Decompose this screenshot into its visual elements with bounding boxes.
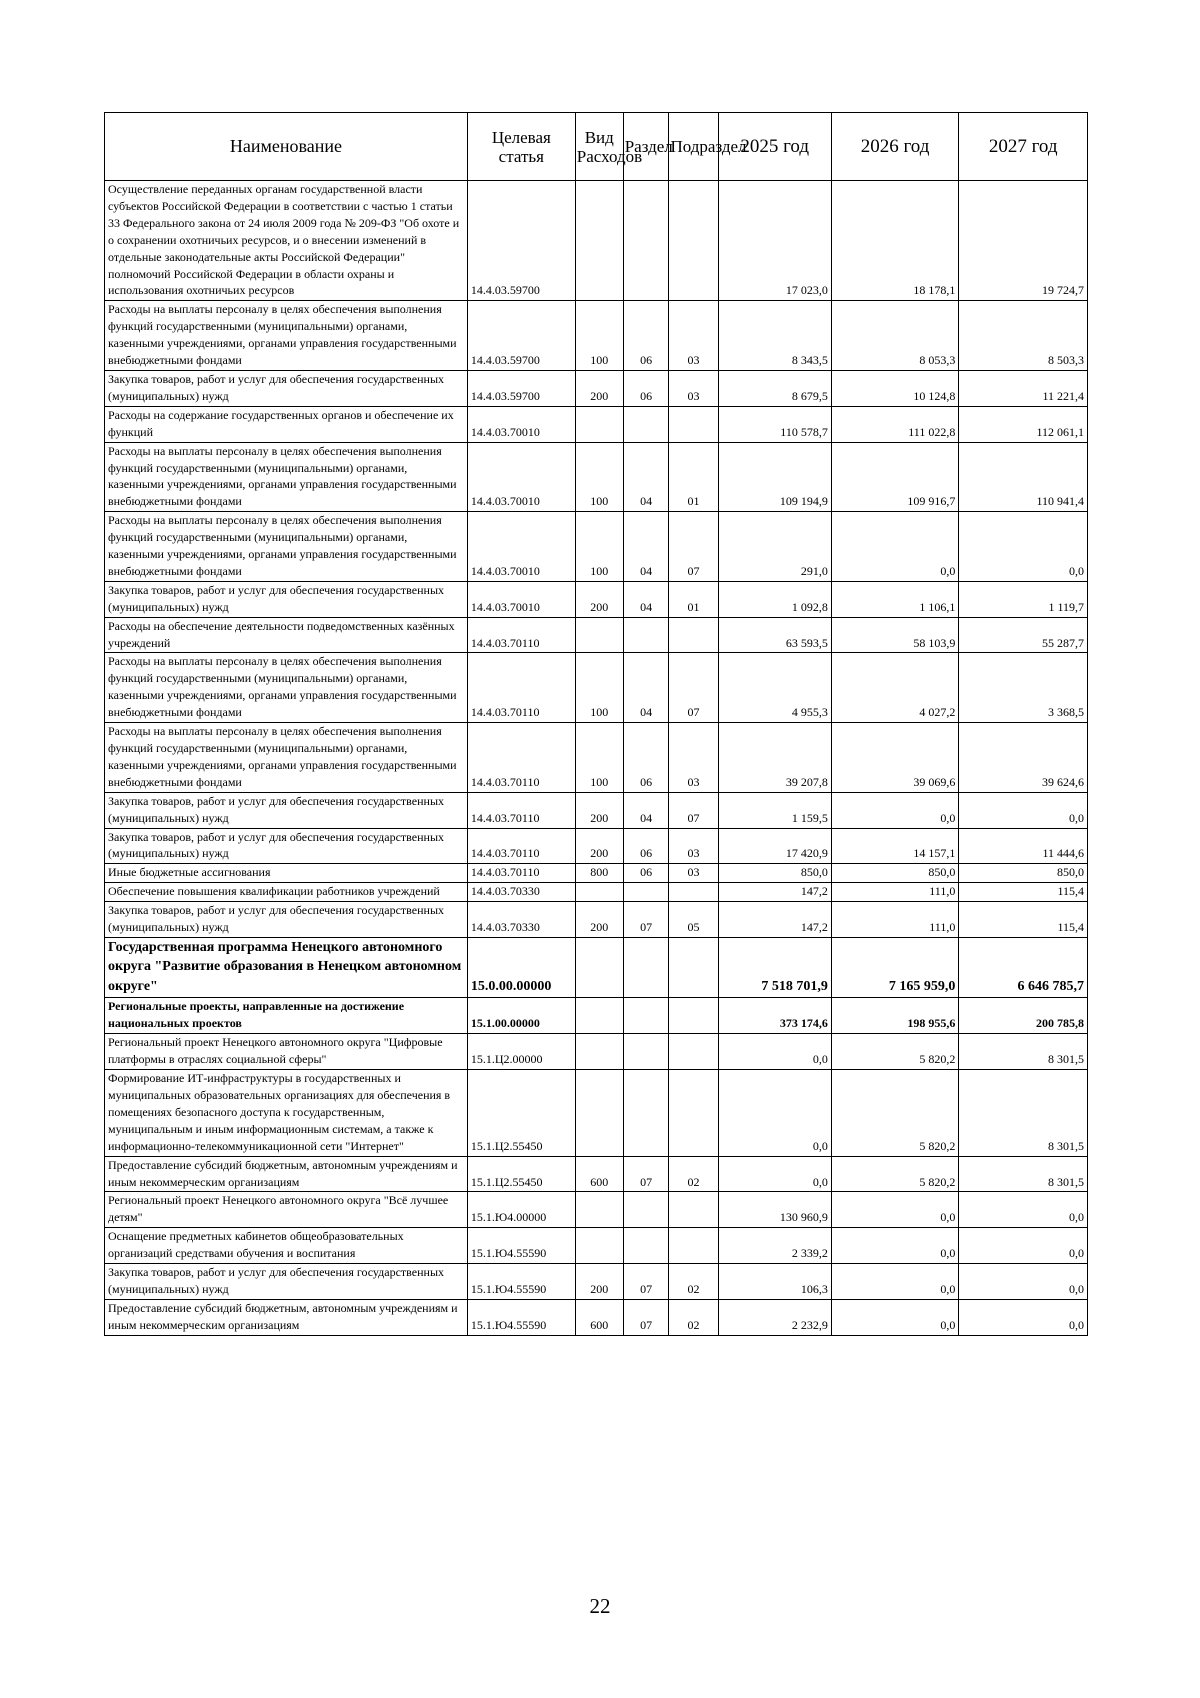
table-row: [105, 864, 1088, 883]
cell-section: 07: [623, 1299, 669, 1335]
cell-subsection: 02: [669, 1299, 718, 1335]
cell-2027: 19 724,7: [959, 181, 1088, 301]
cell-2027: 11 444,6: [959, 828, 1088, 864]
cell-2027: 0,0: [959, 512, 1088, 582]
cell-2027: 8 503,3: [959, 301, 1088, 371]
cell-exp-type: 200: [575, 902, 623, 938]
cell-2026: 111 022,8: [831, 406, 959, 442]
cell-name: Расходы на выплаты персоналу в целях обеспечения выполнения функций государственными (муниципальными) органами, казенными учреждениями, органами управления государственными внебюджетными фондами: [105, 301, 468, 371]
cell-exp-type: 200: [575, 792, 623, 828]
cell-name: Закупка товаров, работ и услуг для обеспечения государственных (муниципальных) нужд: [105, 828, 468, 864]
cell-2026: 4 027,2: [831, 653, 959, 723]
cell-target: 15.1.Ц2.55450: [467, 1156, 575, 1192]
table-row: [105, 1299, 1088, 1335]
cell-exp-type: [575, 937, 623, 998]
cell-target: 14.4.03.70010: [467, 406, 575, 442]
cell-2027: 0,0: [959, 1264, 1088, 1300]
table-row: [105, 181, 1088, 301]
table-row: [105, 1156, 1088, 1192]
cell-target: 14.4.03.59700: [467, 301, 575, 371]
table-row: [105, 723, 1088, 793]
cell-2026: 111,0: [831, 883, 959, 902]
cell-target: 15.1.00.00000: [467, 998, 575, 1034]
cell-2026: 5 820,2: [831, 1034, 959, 1070]
cell-section: 06: [623, 301, 669, 371]
cell-subsection: [669, 617, 718, 653]
cell-section: 04: [623, 581, 669, 617]
cell-2025: 110 578,7: [718, 406, 831, 442]
cell-2025: 1 092,8: [718, 581, 831, 617]
cell-2026: 7 165 959,0: [831, 937, 959, 998]
cell-2025: 7 518 701,9: [718, 937, 831, 998]
cell-2026: 0,0: [831, 1299, 959, 1335]
cell-2027: 0,0: [959, 1192, 1088, 1228]
cell-2026: 198 955,6: [831, 998, 959, 1034]
cell-exp-type: 600: [575, 1156, 623, 1192]
table-row: [105, 301, 1088, 371]
cell-target: 15.1.Ц2.55450: [467, 1070, 575, 1157]
cell-2027: 55 287,7: [959, 617, 1088, 653]
table-row: [105, 581, 1088, 617]
cell-2027: 112 061,1: [959, 406, 1088, 442]
table-row: [105, 883, 1088, 902]
cell-name: Государственная программа Ненецкого автономного округа "Развитие образования в Ненецком автономном округе": [105, 937, 468, 998]
table-row: [105, 937, 1088, 998]
cell-subsection: 05: [669, 902, 718, 938]
cell-exp-type: [575, 617, 623, 653]
cell-2025: 0,0: [718, 1034, 831, 1070]
cell-2027: 39 624,6: [959, 723, 1088, 793]
cell-subsection: [669, 1228, 718, 1264]
cell-exp-type: 100: [575, 653, 623, 723]
cell-subsection: 02: [669, 1156, 718, 1192]
cell-2026: 8 053,3: [831, 301, 959, 371]
cell-subsection: [669, 181, 718, 301]
cell-target: 15.1.Ю4.00000: [467, 1192, 575, 1228]
cell-target: 15.1.Ц2.00000: [467, 1034, 575, 1070]
cell-2025: 850,0: [718, 864, 831, 883]
cell-2027: 11 221,4: [959, 370, 1088, 406]
table-row: [105, 1070, 1088, 1157]
cell-subsection: 07: [669, 792, 718, 828]
cell-2027: 200 785,8: [959, 998, 1088, 1034]
cell-section: [623, 998, 669, 1034]
cell-target: 14.4.03.70110: [467, 792, 575, 828]
cell-target: 14.4.03.70110: [467, 653, 575, 723]
table-row: [105, 370, 1088, 406]
cell-2026: 14 157,1: [831, 828, 959, 864]
cell-name: Предоставление субсидий бюджетным, автономным учреждениям и иным некоммерческим организациям: [105, 1156, 468, 1192]
cell-subsection: 07: [669, 653, 718, 723]
cell-name: Расходы на выплаты персоналу в целях обеспечения выполнения функций государственными (муниципальными) органами, казенными учреждениями, органами управления государственными внебюджетными фондами: [105, 442, 468, 512]
table-row: [105, 1264, 1088, 1300]
cell-2027: 115,4: [959, 883, 1088, 902]
cell-2026: 18 178,1: [831, 181, 959, 301]
cell-exp-type: [575, 1034, 623, 1070]
cell-2026: 5 820,2: [831, 1156, 959, 1192]
cell-target: 14.4.03.70330: [467, 902, 575, 938]
cell-name: Обеспечение повышения квалификации работников учреждений: [105, 883, 468, 902]
cell-target: 14.4.03.70010: [467, 442, 575, 512]
cell-2027: 0,0: [959, 1299, 1088, 1335]
cell-target: 14.4.03.70010: [467, 512, 575, 582]
cell-target: 14.4.03.70110: [467, 864, 575, 883]
cell-name: Закупка товаров, работ и услуг для обеспечения государственных (муниципальных) нужд: [105, 792, 468, 828]
table-row: [105, 512, 1088, 582]
cell-name: Закупка товаров, работ и услуг для обеспечения государственных (муниципальных) нужд: [105, 1264, 468, 1300]
cell-exp-type: [575, 883, 623, 902]
cell-section: 06: [623, 828, 669, 864]
cell-2025: 130 960,9: [718, 1192, 831, 1228]
cell-exp-type: [575, 1192, 623, 1228]
cell-section: 07: [623, 902, 669, 938]
cell-exp-type: [575, 1228, 623, 1264]
cell-section: 06: [623, 723, 669, 793]
cell-name: Формирование ИТ-инфраструктуры в государственных и муниципальных образовательных организациях для обеспечения в помещениях безопасного доступа к государственным, муниципальным и иным информационным системам, а также к информационно-телекоммуникационной сети "Интернет": [105, 1070, 468, 1157]
cell-2025: 1 159,5: [718, 792, 831, 828]
cell-exp-type: 200: [575, 370, 623, 406]
cell-name: Осуществление переданных органам государственной власти субъектов Российской Федерации в соответствии с частью 1 статьи 33 Федерального закона от 24 июля 2009 года № 209-ФЗ "Об охоте и о сохранении охотничьих ресурсов, и о внесении изменений в отдельные законодательные акты Российской Федерации" полномочий Российской Федерации в области охраны и использования охотничьих ресурсов: [105, 181, 468, 301]
cell-2025: 109 194,9: [718, 442, 831, 512]
cell-section: 04: [623, 442, 669, 512]
cell-subsection: [669, 883, 718, 902]
header-section: Раздел: [623, 113, 669, 181]
cell-subsection: 03: [669, 828, 718, 864]
cell-2026: 39 069,6: [831, 723, 959, 793]
cell-2026: 0,0: [831, 792, 959, 828]
cell-subsection: [669, 1034, 718, 1070]
cell-2027: 8 301,5: [959, 1156, 1088, 1192]
cell-2025: 106,3: [718, 1264, 831, 1300]
table-row: [105, 1192, 1088, 1228]
cell-2025: 63 593,5: [718, 617, 831, 653]
cell-subsection: [669, 406, 718, 442]
cell-exp-type: 100: [575, 442, 623, 512]
cell-2026: 0,0: [831, 512, 959, 582]
cell-name: Закупка товаров, работ и услуг для обеспечения государственных (муниципальных) нужд: [105, 902, 468, 938]
cell-subsection: [669, 1192, 718, 1228]
cell-section: [623, 1192, 669, 1228]
table-row: [105, 442, 1088, 512]
cell-2026: 58 103,9: [831, 617, 959, 653]
cell-2025: 0,0: [718, 1156, 831, 1192]
cell-2026: 10 124,8: [831, 370, 959, 406]
cell-name: Региональные проекты, направленные на достижение национальных проектов: [105, 998, 468, 1034]
header-target: Целевая статья: [467, 113, 575, 181]
cell-section: 04: [623, 512, 669, 582]
cell-exp-type: 100: [575, 723, 623, 793]
cell-target: 14.4.03.70010: [467, 581, 575, 617]
cell-exp-type: [575, 998, 623, 1034]
cell-2026: 5 820,2: [831, 1070, 959, 1157]
cell-subsection: [669, 1070, 718, 1157]
header-2027: 2027 год: [959, 113, 1088, 181]
cell-section: 07: [623, 1264, 669, 1300]
cell-section: [623, 617, 669, 653]
cell-target: 15.1.Ю4.55590: [467, 1228, 575, 1264]
header-exp-type: Вид Расходов: [575, 113, 623, 181]
cell-target: 14.4.03.70110: [467, 617, 575, 653]
budget-table: [104, 112, 1088, 1336]
header-subsection: Подраздел: [669, 113, 718, 181]
cell-target: 14.4.03.70110: [467, 828, 575, 864]
cell-subsection: 03: [669, 723, 718, 793]
cell-exp-type: 600: [575, 1299, 623, 1335]
cell-2027: 6 646 785,7: [959, 937, 1088, 998]
cell-target: 15.0.00.00000: [467, 937, 575, 998]
cell-exp-type: [575, 1070, 623, 1157]
cell-2026: 1 106,1: [831, 581, 959, 617]
cell-2025: 147,2: [718, 902, 831, 938]
cell-2025: 2 339,2: [718, 1228, 831, 1264]
cell-section: 06: [623, 864, 669, 883]
cell-target: 14.4.03.70330: [467, 883, 575, 902]
cell-2026: 0,0: [831, 1228, 959, 1264]
cell-subsection: 03: [669, 864, 718, 883]
cell-2027: 8 301,5: [959, 1070, 1088, 1157]
table-row: [105, 406, 1088, 442]
cell-2025: 39 207,8: [718, 723, 831, 793]
table-row: [105, 792, 1088, 828]
cell-section: [623, 883, 669, 902]
cell-name: Расходы на выплаты персоналу в целях обеспечения выполнения функций государственными (муниципальными) органами, казенными учреждениями, органами управления государственными внебюджетными фондами: [105, 512, 468, 582]
cell-2025: 17 420,9: [718, 828, 831, 864]
cell-name: Оснащение предметных кабинетов общеобразовательных организаций средствами обучения и воспитания: [105, 1228, 468, 1264]
cell-2026: 850,0: [831, 864, 959, 883]
cell-name: Региональный проект Ненецкого автономного округа "Цифровые платформы в отраслях социальной сферы": [105, 1034, 468, 1070]
cell-section: 04: [623, 653, 669, 723]
cell-2025: 291,0: [718, 512, 831, 582]
table-row: [105, 653, 1088, 723]
cell-2025: 0,0: [718, 1070, 831, 1157]
cell-section: 07: [623, 1156, 669, 1192]
cell-exp-type: 200: [575, 1264, 623, 1300]
cell-subsection: 02: [669, 1264, 718, 1300]
cell-2027: 110 941,4: [959, 442, 1088, 512]
cell-2025: 8 343,5: [718, 301, 831, 371]
cell-subsection: 01: [669, 442, 718, 512]
cell-name: Закупка товаров, работ и услуг для обеспечения государственных (муниципальных) нужд: [105, 370, 468, 406]
cell-subsection: 03: [669, 370, 718, 406]
cell-subsection: 03: [669, 301, 718, 371]
cell-subsection: [669, 937, 718, 998]
cell-section: [623, 1034, 669, 1070]
cell-2026: 0,0: [831, 1264, 959, 1300]
cell-2025: 4 955,3: [718, 653, 831, 723]
cell-2026: 109 916,7: [831, 442, 959, 512]
cell-section: 06: [623, 370, 669, 406]
table-row: [105, 998, 1088, 1034]
cell-section: [623, 181, 669, 301]
cell-name: Закупка товаров, работ и услуг для обеспечения государственных (муниципальных) нужд: [105, 581, 468, 617]
cell-exp-type: 200: [575, 581, 623, 617]
table-row: [105, 1228, 1088, 1264]
table-row: [105, 828, 1088, 864]
cell-section: [623, 937, 669, 998]
cell-target: 14.4.03.70110: [467, 723, 575, 793]
cell-2027: 1 119,7: [959, 581, 1088, 617]
cell-name: Региональный проект Ненецкого автономного округа "Всё лучшее детям": [105, 1192, 468, 1228]
cell-subsection: 07: [669, 512, 718, 582]
cell-name: Расходы на обеспечение деятельности подведомственных казённых учреждений: [105, 617, 468, 653]
cell-subsection: [669, 998, 718, 1034]
cell-2027: 3 368,5: [959, 653, 1088, 723]
cell-subsection: 01: [669, 581, 718, 617]
cell-2026: 0,0: [831, 1192, 959, 1228]
cell-name: Расходы на содержание государственных органов и обеспечение их функций: [105, 406, 468, 442]
cell-2027: 0,0: [959, 792, 1088, 828]
cell-2027: 0,0: [959, 1228, 1088, 1264]
cell-target: 15.1.Ю4.55590: [467, 1299, 575, 1335]
cell-2027: 115,4: [959, 902, 1088, 938]
cell-exp-type: 100: [575, 301, 623, 371]
cell-target: 14.4.03.59700: [467, 181, 575, 301]
table-row: [105, 902, 1088, 938]
page-number: 22: [589, 1594, 611, 1618]
cell-exp-type: [575, 181, 623, 301]
cell-section: [623, 1228, 669, 1264]
cell-name: Иные бюджетные ассигнования: [105, 864, 468, 883]
cell-2025: 8 679,5: [718, 370, 831, 406]
cell-name: Расходы на выплаты персоналу в целях обеспечения выполнения функций государственными (муниципальными) органами, казенными учреждениями, органами управления государственными внебюджетными фондами: [105, 723, 468, 793]
header-2025: 2025 год: [718, 113, 831, 181]
cell-target: 14.4.03.59700: [467, 370, 575, 406]
header-name: Наименование: [105, 113, 468, 181]
table-row: [105, 1034, 1088, 1070]
cell-2025: 17 023,0: [718, 181, 831, 301]
table-row: [105, 617, 1088, 653]
cell-2025: 373 174,6: [718, 998, 831, 1034]
cell-2026: 111,0: [831, 902, 959, 938]
cell-name: Расходы на выплаты персоналу в целях обеспечения выполнения функций государственными (муниципальными) органами, казенными учреждениями, органами управления государственными внебюджетными фондами: [105, 653, 468, 723]
cell-2027: 8 301,5: [959, 1034, 1088, 1070]
cell-exp-type: 800: [575, 864, 623, 883]
cell-name: Предоставление субсидий бюджетным, автономным учреждениям и иным некоммерческим организациям: [105, 1299, 468, 1335]
cell-exp-type: 100: [575, 512, 623, 582]
cell-exp-type: 200: [575, 828, 623, 864]
cell-2025: 2 232,9: [718, 1299, 831, 1335]
cell-2027: 850,0: [959, 864, 1088, 883]
header-2026: 2026 год: [831, 113, 959, 181]
cell-section: [623, 406, 669, 442]
cell-section: 04: [623, 792, 669, 828]
cell-target: 15.1.Ю4.55590: [467, 1264, 575, 1300]
table-header-row: [105, 113, 1088, 181]
cell-section: [623, 1070, 669, 1157]
table-body: [105, 181, 1088, 1336]
cell-2025: 147,2: [718, 883, 831, 902]
cell-exp-type: [575, 406, 623, 442]
